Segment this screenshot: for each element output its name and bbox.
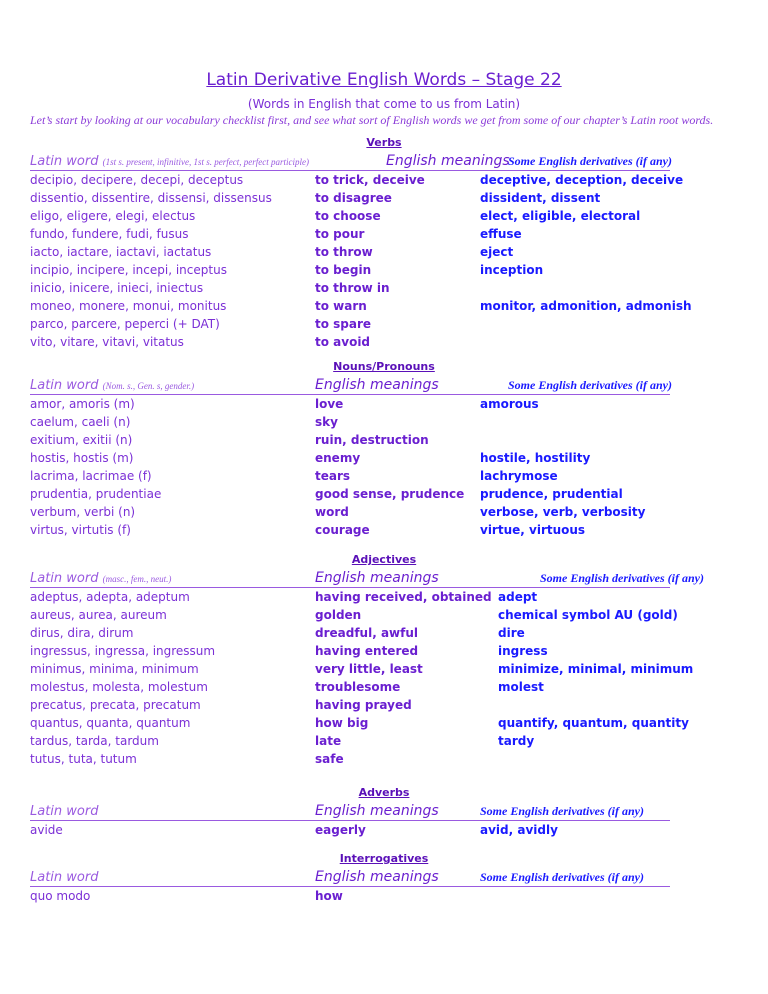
latin-word: parco, parcere, peperci (+ DAT) <box>30 317 220 331</box>
latin-word: molestus, molesta, molestum <box>30 680 208 694</box>
english-meaning: to pour <box>315 227 365 241</box>
document-title: Latin Derivative English Words – Stage 22 <box>206 70 562 90</box>
latin-word: caelum, caeli (n) <box>30 415 131 429</box>
english-meaning: dreadful, awful <box>315 626 419 640</box>
english-meaning: courage <box>315 523 370 537</box>
section-heading: Interrogatives <box>339 852 429 865</box>
english-meaning: golden <box>315 608 362 622</box>
english-derivatives: tardy <box>498 734 535 748</box>
english-derivatives: monitor, admonition, admonish <box>480 299 692 313</box>
vocab-row <box>30 887 768 905</box>
document-subtitle: (Words in English that come to us from Latin) <box>247 97 521 111</box>
latin-word-header: Latin word (masc., fem., neut.) <box>30 571 172 586</box>
column-header-row <box>30 569 704 588</box>
english-derivatives: quantify, quantum, quantity <box>498 716 689 730</box>
english-meaning: safe <box>315 752 344 766</box>
latin-word: aureus, aurea, aureum <box>30 608 167 622</box>
english-meanings-header: English meanings <box>315 570 439 586</box>
latin-word: prudentia, prudentiae <box>30 487 162 501</box>
latin-word-note: (masc., fem., neut.) <box>102 574 172 584</box>
latin-word: quantus, quanta, quantum <box>30 716 191 730</box>
english-meaning: to avoid <box>315 335 371 349</box>
english-meaning: to trick, deceive <box>315 173 425 187</box>
derivatives-header: Some English derivatives (if any) <box>508 378 672 392</box>
latin-word-header: Latin word (1st s. present, infinitive, 1st s. perfect, perfect participle) <box>30 154 309 169</box>
latin-word-header: Latin word <box>30 804 99 819</box>
latin-word: iacto, iactare, iactavi, iactatus <box>30 245 212 259</box>
vocab-row <box>30 678 768 696</box>
latin-word: quo modo <box>30 889 91 903</box>
english-meaning: to choose <box>315 209 381 223</box>
section-heading: Nouns/Pronouns <box>333 360 435 373</box>
latin-word-header: Latin word (Nom. s., Gen. s, gender.) <box>30 378 195 393</box>
english-meanings-header: English meanings <box>386 153 510 169</box>
english-meanings-header: English meanings <box>315 803 439 819</box>
latin-word: precatus, precata, precatum <box>30 698 201 712</box>
vocab-row <box>30 261 768 279</box>
latin-word: tutus, tuta, tutum <box>30 752 137 766</box>
latin-word: verbum, verbi (n) <box>30 505 136 519</box>
vocab-row <box>30 588 768 606</box>
vocab-row <box>30 315 768 333</box>
latin-word: incipio, incipere, incepi, inceptus <box>30 263 227 277</box>
latin-word: virtus, virtutis (f) <box>30 523 131 537</box>
vocab-row <box>30 449 768 467</box>
english-derivatives: molest <box>498 680 544 694</box>
english-derivatives: virtue, virtuous <box>480 523 586 537</box>
derivatives-header: Some English derivatives (if any) <box>508 154 672 168</box>
vocab-row <box>30 624 768 642</box>
vocab-row <box>30 279 768 297</box>
vocab-row <box>30 467 768 485</box>
derivatives-header: Some English derivatives (if any) <box>480 870 644 884</box>
english-meaning: enemy <box>315 451 361 465</box>
english-meaning: how big <box>315 716 369 730</box>
english-meaning: to spare <box>315 317 372 331</box>
vocab-row <box>30 503 768 521</box>
latin-word-header: Latin word <box>30 870 99 885</box>
english-meanings-header: English meanings <box>315 377 439 393</box>
latin-word: exitium, exitii (n) <box>30 433 133 447</box>
section-adverbs <box>0 786 768 839</box>
vocab-row <box>30 714 768 732</box>
latin-word: amor, amoris (m) <box>30 397 135 411</box>
english-derivatives: avid, avidly <box>480 823 558 837</box>
english-meaning: late <box>315 734 342 748</box>
latin-word: fundo, fundere, fudi, fusus <box>30 227 189 241</box>
column-header-row <box>30 802 670 821</box>
english-meaning: tears <box>315 469 351 483</box>
latin-word: inicio, inicere, inieci, iniectus <box>30 281 204 295</box>
english-derivatives: dire <box>498 626 525 640</box>
section-heading: Adverbs <box>358 786 410 799</box>
section-verbs <box>0 136 768 351</box>
latin-word: adeptus, adepta, adeptum <box>30 590 190 604</box>
vocab-row <box>30 207 768 225</box>
vocab-row <box>30 171 768 189</box>
column-header-row <box>30 868 670 887</box>
vocab-row <box>30 660 768 678</box>
english-meaning: to throw in <box>315 281 390 295</box>
vocab-row <box>30 243 768 261</box>
derivatives-header: Some English derivatives (if any) <box>480 804 644 818</box>
english-meaning: eagerly <box>315 823 366 837</box>
latin-word: lacrima, lacrimae (f) <box>30 469 152 483</box>
english-derivatives: lachrymose <box>480 469 558 483</box>
vocab-row <box>30 732 768 750</box>
latin-word-note: (1st s. present, infinitive, 1st s. perfect, perfect participle) <box>102 157 309 167</box>
latin-word: vito, vitare, vitavi, vitatus <box>30 335 184 349</box>
english-derivatives: ingress <box>498 644 548 658</box>
english-meaning: having entered <box>315 644 419 658</box>
english-meaning: sky <box>315 415 338 429</box>
english-meaning: to warn <box>315 299 367 313</box>
latin-word: avide <box>30 823 63 837</box>
latin-word: dirus, dira, dirum <box>30 626 134 640</box>
english-derivatives: dissident, dissent <box>480 191 601 205</box>
section-interrogatives <box>0 852 768 905</box>
english-derivatives: prudence, prudential <box>480 487 623 501</box>
english-derivatives: elect, eligible, electoral <box>480 209 641 223</box>
english-derivatives: adept <box>498 590 538 604</box>
section-heading: Verbs <box>366 136 402 149</box>
vocab-row <box>30 821 768 839</box>
english-derivatives: amorous <box>480 397 539 411</box>
intro-text: Let’s start by looking at our vocabulary checklist first, and see what sort of English words we get from some of our chapter’s Latin root words. <box>30 113 714 127</box>
english-derivatives: effuse <box>480 227 522 241</box>
english-derivatives: verbose, verb, verbosity <box>480 505 646 519</box>
vocab-row <box>30 297 768 315</box>
english-derivatives: inception <box>480 263 544 277</box>
english-meanings-header: English meanings <box>315 869 439 885</box>
english-meaning: troublesome <box>315 680 401 694</box>
english-meaning: ruin, destruction <box>315 433 429 447</box>
english-meaning: having prayed <box>315 698 412 712</box>
section-nouns-pronouns <box>0 360 768 539</box>
english-meaning: love <box>315 397 344 411</box>
derivatives-header: Some English derivatives (if any) <box>540 571 704 585</box>
english-meaning: very little, least <box>315 662 423 676</box>
vocab-row <box>30 696 768 714</box>
english-meaning: to throw <box>315 245 373 259</box>
english-meaning: having received, obtained <box>315 590 492 604</box>
vocab-row <box>30 395 768 413</box>
section-heading: Adjectives <box>351 553 417 566</box>
english-derivatives: eject <box>480 245 514 259</box>
latin-word: minimus, minima, minimum <box>30 662 199 676</box>
column-header-row <box>30 152 670 171</box>
latin-word: decipio, decipere, decepi, deceptus <box>30 173 244 187</box>
latin-word: dissentio, dissentire, dissensi, dissensus <box>30 191 272 205</box>
vocab-row <box>30 333 768 351</box>
section-adjectives <box>0 553 768 768</box>
vocab-row <box>30 485 768 503</box>
english-meaning: to disagree <box>315 191 392 205</box>
english-derivatives: hostile, hostility <box>480 451 591 465</box>
vocab-row <box>30 750 768 768</box>
vocab-row <box>30 642 768 660</box>
vocab-row <box>30 413 768 431</box>
vocab-row <box>30 225 768 243</box>
latin-word: tardus, tarda, tardum <box>30 734 159 748</box>
vocab-row <box>30 606 768 624</box>
latin-word: eligo, eligere, elegi, electus <box>30 209 196 223</box>
english-meaning: to begin <box>315 263 372 277</box>
vocab-row <box>30 189 768 207</box>
column-header-row <box>30 376 670 395</box>
english-meaning: how <box>315 889 343 903</box>
latin-word: moneo, monere, monui, monitus <box>30 299 227 313</box>
english-derivatives: minimize, minimal, minimum <box>498 662 694 676</box>
latin-word-note: (Nom. s., Gen. s, gender.) <box>102 381 195 391</box>
latin-word: ingressus, ingressa, ingressum <box>30 644 216 658</box>
vocab-row <box>30 431 768 449</box>
vocab-row <box>30 521 768 539</box>
english-derivatives: chemical symbol AU (gold) <box>498 608 678 622</box>
english-meaning: good sense, prudence <box>315 487 465 501</box>
english-meaning: word <box>315 505 349 519</box>
english-derivatives: deceptive, deception, deceive <box>480 173 684 187</box>
latin-word: hostis, hostis (m) <box>30 451 134 465</box>
